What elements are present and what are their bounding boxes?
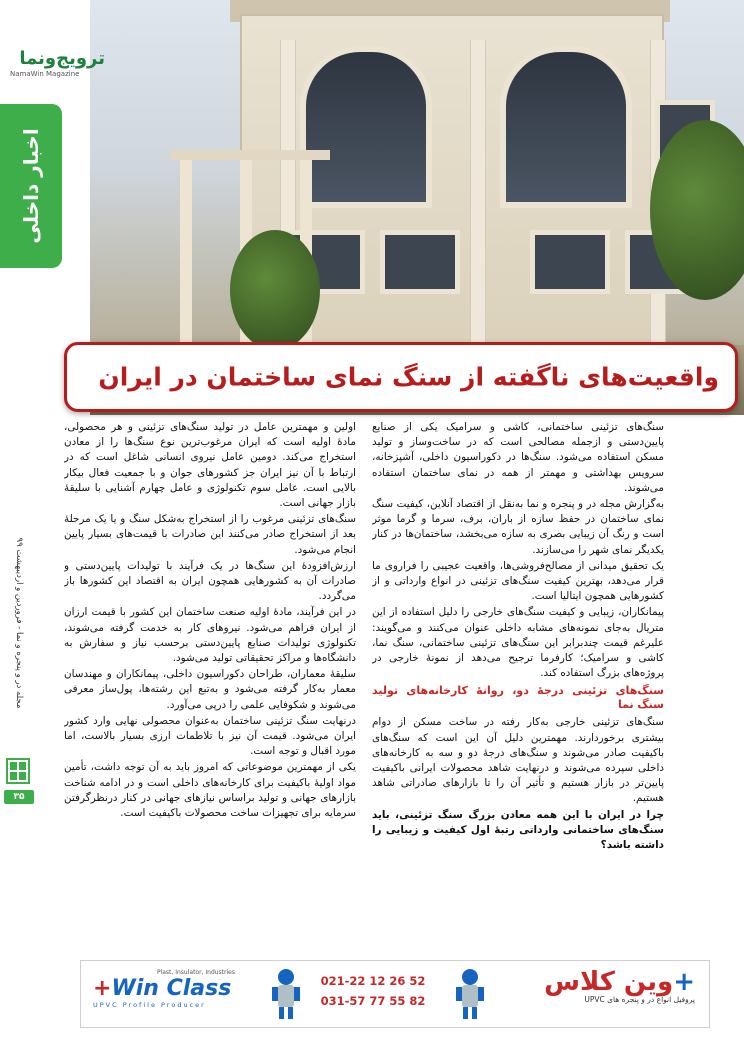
ad-phone-numbers bbox=[313, 971, 433, 1011]
article-column-left bbox=[64, 420, 356, 930]
paragraph: پیمانکاران، زیبایی و کیفیت سنگ‌های خارجی را دلیل استفاده از این متریال به‌جای نمونه‌های مشابه داخلی عنوان می‌کنند و می‌گویند: علیرغم قیمت چندبرابر این سنگ‌های تزئینی ساختمانی، سنگ نما، کاشی و سرامیک؛ کارفرما ترجیح می‌دهد از نمونۀ خارجی در پروژه‌های بزرگ استفاده کند. bbox=[372, 606, 664, 680]
window-icon bbox=[6, 758, 30, 784]
ad-brand-persian: +وین کلاس پروفیل انواع در و پنجره های UPVC bbox=[544, 967, 695, 1004]
ad-brand-english: Plast, Insulator, Industries +Win Class UPVC Profile Producer bbox=[93, 969, 243, 1019]
paragraph: سلیقۀ معماران، طراحان دکوراسیون داخلی، پیمانکاران و مهندسان معمار به‌کار گرفته می‌شود و به‌تبع این رشته‌ها، پول‌ساز معرفی می‌شوند و شکوفایی علمی را درپی می‌آورد. bbox=[64, 668, 356, 711]
section-tab bbox=[0, 104, 62, 268]
phone-1: 021-22 12 26 52 bbox=[320, 974, 426, 988]
advertisement[interactable] bbox=[80, 960, 710, 1028]
ad-slogan: UPVC Profile Producer bbox=[93, 1001, 206, 1009]
logo-subtitle: NamaWin Magazine bbox=[10, 70, 80, 78]
paragraph: اولین و مهمترین عامل در تولید سنگ‌های تزئینی و هر محصولی، مادۀ اولیه است که ایران مرغوب‌ترین نوع سنگ‌ها را از معادن استخراج می‌کند. دومین عامل نیروی انسانی شاغل است که در ارتباط با آن نیز ایران جز کشورهای جوان و با جمعیت فعال بیکار بالایی است. عامل سوم تکنولوژی و عامل چهارم آشنایی با سلیقۀ بازار جهانی است. bbox=[64, 421, 356, 510]
paragraph: به‌گزارش مجله در و پنجره و نما به‌نقل از اقتصاد آنلاین، کیفیت سنگ نمای ساختمان در حفظ سازه از باران، برف، سرما و گرما موثر است و رنگ آن زیبایی بصری به سازه می‌بخشد، ساختمان‌ها در کنار یکدیگر نمای شهر را می‌سازند. bbox=[372, 498, 664, 556]
page-number: ۳۵ bbox=[4, 790, 34, 804]
closing-question: چرا در ایران با این همه معادن بزرگ سنگ تزئینی، باید سنگ‌های ساختمانی وارداتی رتبۀ اول کیفیت و زیبایی را داشته باشد؟ bbox=[372, 808, 664, 852]
subheading: سنگ‌های تزئینی درجۀ دو، روانۀ کارخانه‌های تولید سنگ نما bbox=[372, 684, 664, 712]
headline-banner bbox=[64, 342, 738, 412]
issue-info: مجله در و پنجره و نما - فروردین و اردیبهشت ۹۹ bbox=[14, 537, 24, 709]
paragraph: یک تحقیق میدانی از مصالح‌فروشی‌ها، واقعیت عجیبی را فراروی ما قرار می‌دهد، بهترین کیفیت سنگ‌های تزئینی در انواع وارداتی و از کشورهایی همچون ایتالیا است. bbox=[372, 559, 664, 603]
article-column-right bbox=[372, 420, 664, 930]
paragraph: در این فرآیند، مادۀ اولیه صنعت ساختمان این کشور با قیمت ارزان از ایران فراهم می‌شود. نیروهای کار به خدمت گرفته می‌شوند، تکنولوژی تولیدات صنایع پایین‌دستی برحسب نیاز و سفارش به دانشگاه‌ها و مراکز تحقیقاتی تولید می‌شود. bbox=[64, 606, 356, 665]
paragraph: سنگ‌های تزئینی مرغوب را از استخراج به‌شکل سنگ و یا یک مرحلۀ بعد از استخراج صادر می‌کنند این صادرات با قیمت‌های بسیار پایین انجام می‌شود. bbox=[64, 513, 356, 556]
ad-brand-name: +Win Class bbox=[93, 976, 232, 1001]
magazine-logo bbox=[10, 48, 105, 88]
section-tab-label: اخبار داخلی bbox=[19, 128, 43, 244]
paragraph: درنهایت سنگ تزئینی ساختمان به‌عنوان محصولی نهایی وارد کشور ایران می‌شود. قیمت آن نیز با تلاطمات ارزی بسیار بالاست، اما مورد اقبال و توجه است. bbox=[64, 714, 356, 758]
mascot-icon bbox=[453, 967, 487, 1021]
paragraph: ارزش‌افزودۀ این سنگ‌ها در یک فرآیند با تولیدات پایین‌دستی و صادرات آن به کشورهایی همچون ایران به اقتصاد این کشورها باز می‌گردد. bbox=[64, 559, 356, 603]
headline: واقعیت‌های ناگفته از سنگ نمای ساختمان در ایران bbox=[98, 362, 719, 392]
paragraph: سنگ‌های تزئینی خارجی به‌کار رفته در ساخت مسکن از دوام بیشتری برخوردارند. مهمترین دلیل آن این است که سنگ‌های باکیفیت صادر می‌شوند و سنگ‌های درجۀ دو و سه به کارخانه‌های داخلی سپرده می‌شوند و درنهایت شاهد محصولات ایرانی باکیفیت پایین‌تر در بازار هستیم و تأثیر آن را تا بازارهای صادراتی شاهد هستیم. bbox=[372, 716, 664, 805]
phone-2: 031-57 77 55 82 bbox=[320, 994, 426, 1008]
mascot-icon bbox=[269, 967, 303, 1021]
paragraph: یکی از مهمترین موضوعاتی که امروز باید به آن توجه داشت، تأمین مواد اولیۀ باکیفیت برای کارخانه‌های داخلی است و در ادامه شناخت بازارهای جهانی و تولید براساس نیازهای جهانی در کنار درنظرگرفتن سرمایه برای تجهیزات ساخت محصولات باکیفیت است. bbox=[64, 761, 356, 820]
paragraph: سنگ‌های تزئینی ساختمانی، کاشی و سرامیک یکی از صنایع پایین‌دستی و ازجمله مصالحی است که در ساخت‌وساز و تولید مسکن استفاده می‌شود. سنگ‌ها در دکوراسیون داخلی، آشپزخانه، سرویس بهداشتی و مهمتر از همه در نمای ساختمان استفاده می‌شوند. bbox=[372, 421, 664, 494]
logo-text: ترویج‌ونما bbox=[19, 48, 105, 69]
